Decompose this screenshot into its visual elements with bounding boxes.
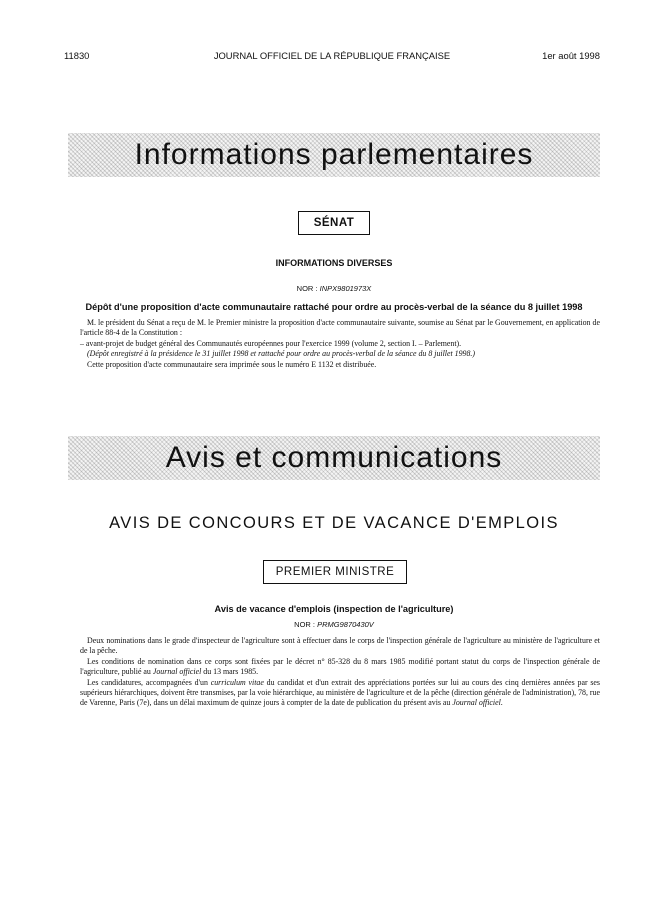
text-run: . xyxy=(500,698,503,708)
article-body xyxy=(80,636,600,709)
text-run: du candidat et d'un extrait des appréciations portées sur lui au cours des cinq dernières années par ses supérieurs hiérarchiques, doivent être transmises, par la voie hiérarchique, au ministère de l'agriculture et de la pêche (direction générale de l'administration), 78, rue de Varenne, Paris (7e), dans un délai maximum de quinze jours à compter de la date de publication du présent avis au xyxy=(80,677,601,708)
section-heading: AVIS DE CONCOURS ET DE VACANCE D'EMPLOIS xyxy=(109,514,559,532)
paragraph-note: (Dépôt enregistré à la présidence le 31 juillet 1998 et rattaché pour ordre au procès-verbal de la séance du 8 juillet 1998.) xyxy=(87,349,476,359)
nor-reference xyxy=(64,620,604,629)
nor-label: NOR : xyxy=(296,284,318,293)
article-title: Avis de vacance d'emplois (inspection de l'agriculture) xyxy=(214,604,454,614)
section-heading: INFORMATIONS DIVERSES xyxy=(275,258,393,268)
article-title: Dépôt d'une proposition d'acte communautaire rattaché pour ordre au procès-verbal de la séance du 8 juillet 1998 xyxy=(85,302,583,312)
list-item: – avant-projet de budget général des Communautés européennes pour l'exercice 1999 (volume 2, section I. – Parlement). xyxy=(80,338,462,348)
text-run: du 13 mars 1985. xyxy=(201,667,259,677)
nor-reference xyxy=(64,284,604,293)
paragraph: Cette proposition d'acte communautaire sera imprimée sous le numéro E 1132 et distribuée. xyxy=(87,359,377,369)
banner-avis-et-communications xyxy=(68,436,600,480)
issue-date: 1er août 1998 xyxy=(542,50,600,61)
text-run-italic: Journal officiel xyxy=(152,667,202,677)
paragraph: Deux nominations dans le grade d'inspecteur de l'agriculture sont à effectuer dans le corps de l'inspection générale de l'agriculture au ministère de l'agriculture et de la pêche. xyxy=(80,636,600,656)
text-run-italic: curriculum vitae xyxy=(210,677,264,687)
page-number: 11830 xyxy=(64,50,90,61)
journal-title: JOURNAL OFFICIEL DE LA RÉPUBLIQUE FRANÇAISE xyxy=(213,50,451,61)
article-body xyxy=(80,318,600,370)
nor-label: NOR : xyxy=(294,620,316,629)
nor-code: INPX9801973X xyxy=(319,284,372,293)
banner-informations-parlementaires xyxy=(68,133,600,177)
text-run: Les candidatures, accompagnées d'un xyxy=(87,677,211,687)
text-run: Les conditions de nomination dans ce corps sont fixées par le décret n° 85-328 du 8 mars 1985 modifié portant statut du corps de l'inspection générale de l'agriculture, publié au xyxy=(80,656,600,677)
text-run-italic: Journal officiel xyxy=(452,698,501,708)
chamber-label: SÉNAT xyxy=(298,211,370,235)
paragraph xyxy=(80,678,600,709)
nor-code: PRMG9870430V xyxy=(317,620,374,629)
authority-label: PREMIER MINISTRE xyxy=(263,560,407,584)
running-header xyxy=(64,50,600,64)
paragraph xyxy=(80,657,600,678)
paragraph: M. le président du Sénat a reçu de M. le Premier ministre la proposition d'acte communautaire suivante, soumise au Sénat par le Gouvernement, en application de l'article 88-4 de la Constitution : xyxy=(80,318,600,338)
banner-title: Avis et communications xyxy=(165,441,503,474)
banner-title: Informations parlementaires xyxy=(134,138,534,171)
